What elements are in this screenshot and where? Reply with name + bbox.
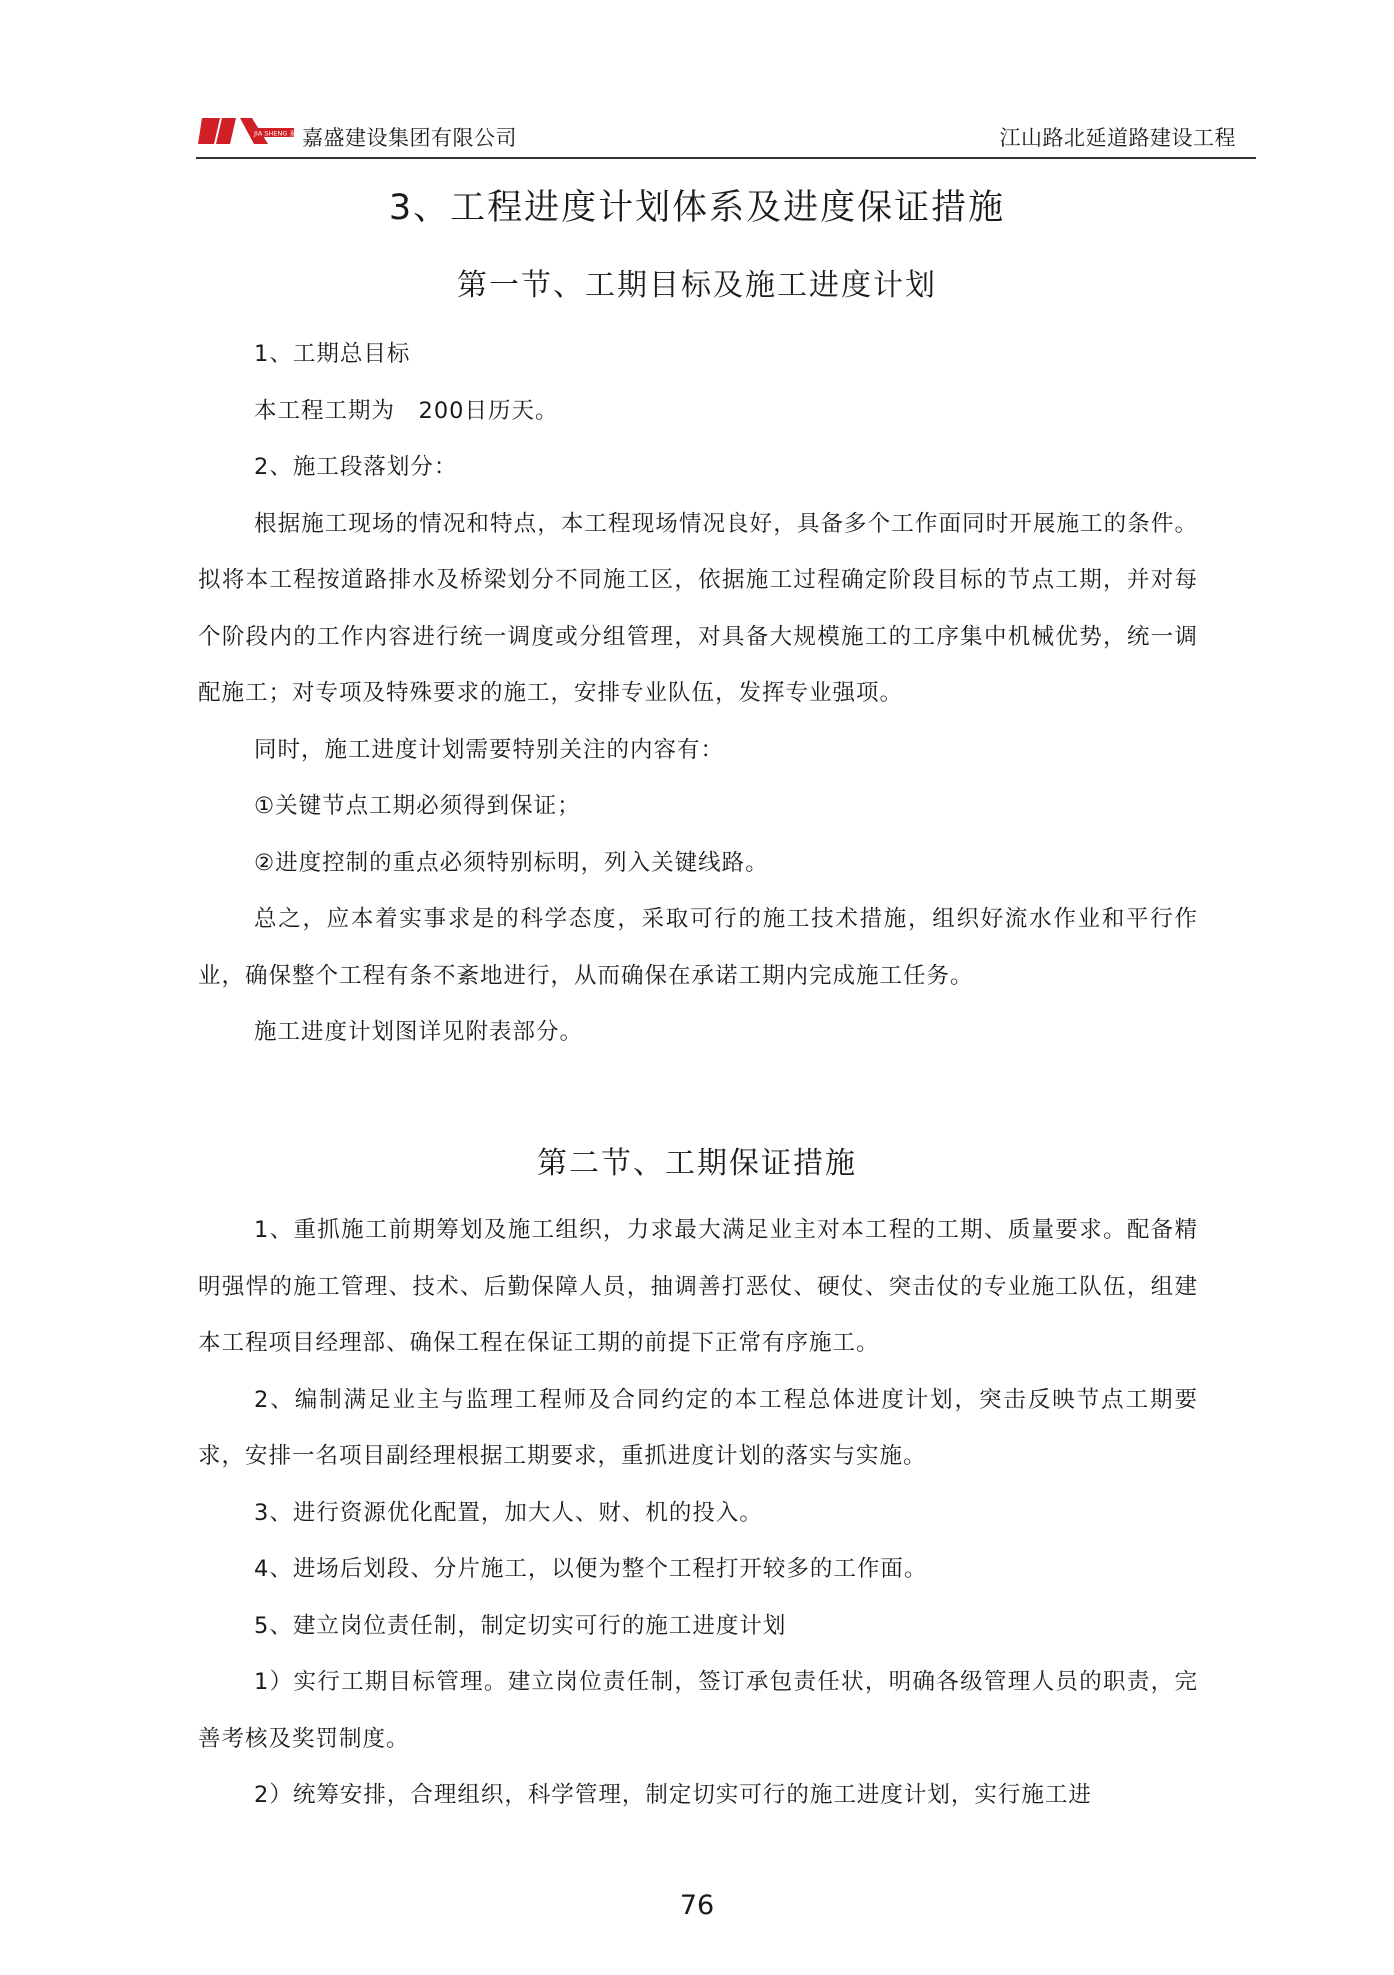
paragraph: 3、进行资源优化配置，加大人、财、机的投入。 bbox=[254, 1499, 763, 1526]
page-number: 76 bbox=[679, 1890, 715, 1921]
chapter-title: 3、工程进度计划体系及进度保证措施 bbox=[388, 188, 1006, 228]
paragraph: 5、建立岗位责任制，制定切实可行的施工进度计划 bbox=[254, 1612, 787, 1639]
section1-title: 第一节、工期目标及施工进度计划 bbox=[457, 268, 937, 303]
paragraph: 2、编制满足业主与监理工程师及合同约定的本工程总体进度计划，突击反映节点工期要求，安排一名项目副经理根据工期要求，重抓进度计划的落实与实施。 bbox=[198, 1386, 1198, 1469]
paragraph: ①关键节点工期必须得到保证； bbox=[254, 793, 581, 819]
paragraph: 2）统筹安排，合理组织，科学管理，制定切实可行的施工进度计划，实行施工进 bbox=[254, 1782, 1092, 1808]
project-name: 江山路北延道路建设工程 bbox=[999, 126, 1236, 150]
paragraph: 1、重抓施工前期筹划及施工组织，力求最大满足业主对本工程的工期、质量要求。配备精明强悍的施工管理、技术、后勤保障人员，抽调善打恶仗、硬仗、突击仗的专业施工队伍，组建本工程项目经理部、确保工程在保证工期的前提下正常有序施工。 bbox=[198, 1217, 1198, 1356]
logo-text: JIA SHENG 嘉盛 bbox=[254, 129, 303, 138]
company-name: 嘉盛建设集团有限公司 bbox=[302, 126, 517, 150]
paragraph: 1、工期总目标 bbox=[254, 341, 411, 367]
paragraph: 2、施工段落划分： bbox=[254, 454, 458, 480]
section2-body bbox=[198, 1202, 1198, 1824]
page-header bbox=[196, 108, 1256, 160]
paragraph: 根据施工现场的情况和特点，本工程现场情况良好，具备多个工作面同时开展施工的条件。拟将本工程按道路排水及桥梁划分不同施工区，依据施工过程确定阶段目标的节点工期，并对每个阶段内的工作内容进行统一调度或分组管理，对具备大规模施工的工序集中机械优势，统一调配施工；对专项及特殊要求的施工，安排专业队伍，发挥专业强项。 bbox=[198, 510, 1198, 706]
paragraph: 施工进度计划图详见附表部分。 bbox=[254, 1019, 584, 1045]
paragraph: 本工程工期为 200日历天。 bbox=[254, 397, 559, 424]
header-divider bbox=[196, 157, 1256, 159]
paragraph: 同时，施工进度计划需要特别关注的内容有： bbox=[254, 736, 725, 763]
paragraph: ②进度控制的重点必须特别标明，列入关键线路。 bbox=[254, 849, 769, 876]
paragraph: 4、进场后划段、分片施工，以便为整个工程打开较多的工作面。 bbox=[254, 1556, 928, 1582]
section2-title: 第二节、工期保证措施 bbox=[537, 1146, 857, 1181]
paragraph: 总之，应本着实事求是的科学态度，采取可行的施工技术措施，组织好流水作业和平行作业，确保整个工程有条不紊地进行，从而确保在承诺工期内完成施工任务。 bbox=[198, 906, 1198, 989]
section1-body bbox=[198, 326, 1198, 1061]
paragraph: 1）实行工期目标管理。建立岗位责任制，签订承包责任状，明确各级管理人员的职责，完善考核及奖罚制度。 bbox=[198, 1669, 1198, 1752]
company-logo bbox=[196, 114, 303, 150]
